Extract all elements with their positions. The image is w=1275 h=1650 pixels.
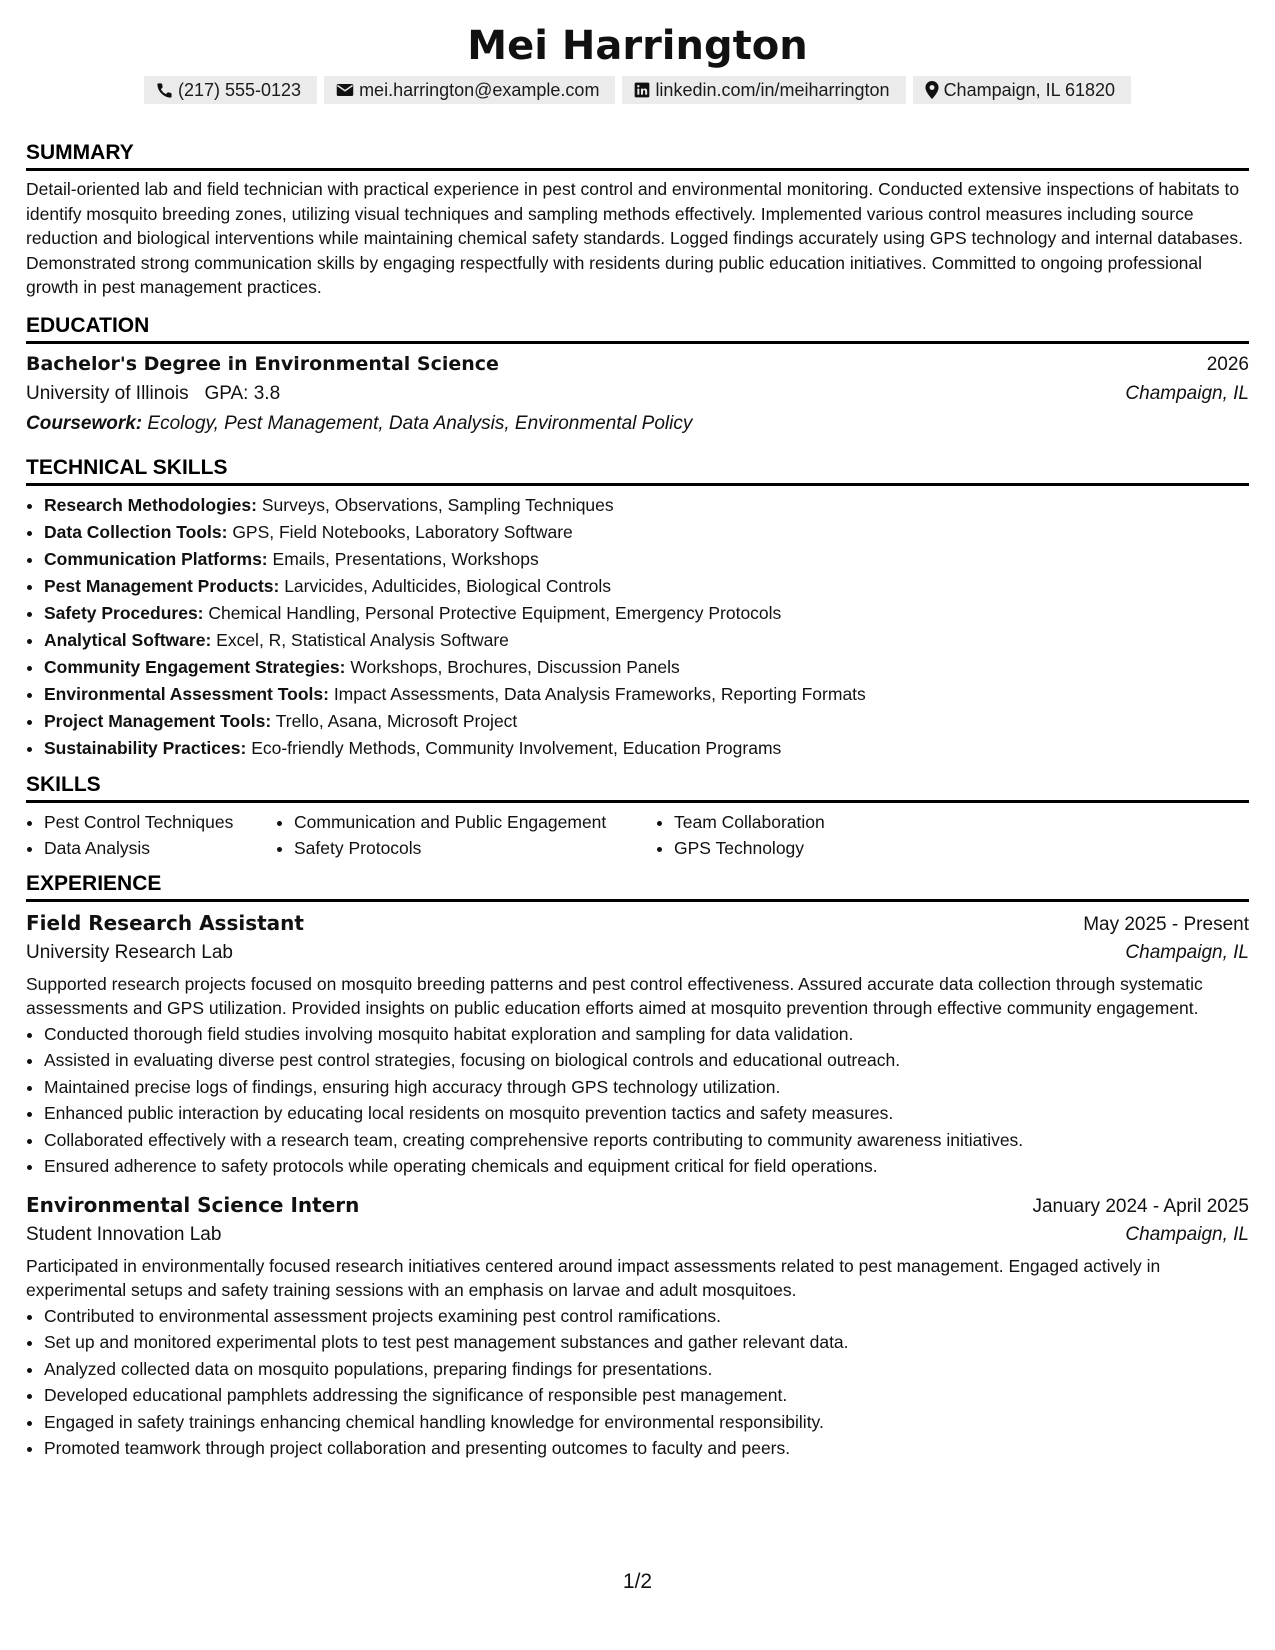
page-number: 1/2 [622,1570,653,1593]
list-item: • Analyzed collected data on mosquito populations, preparing findings for presentations. [44,1356,1249,1383]
list-item: • Collaborated effectively with a research team, creating comprehensive reports contributing to community awareness initiatives. [44,1127,1249,1154]
school-info [26,379,280,409]
list-item: • Environmental Assessment Tools: Impact Assessments, Data Analysis Frameworks, Reporting Formats [44,681,1249,708]
job-title: Environmental Science Intern [26,1192,360,1217]
list-item: • Project Management Tools: Trello, Asana, Microsoft Project [44,708,1249,735]
list-item: • Safety Procedures: Chemical Handling, Personal Protective Equipment, Emergency Protocols [44,600,1249,627]
list-item: • Enhanced public interaction by educating local residents on mosquito prevention tactics and safety measures. [44,1100,1249,1127]
list-item: • Assisted in evaluating diverse pest control strategies, focusing on biological controls and educational outreach. [44,1047,1249,1074]
list-item: • Team Collaboration [674,809,974,835]
section-heading: EXPERIENCE [26,871,1249,902]
section-heading: EDUCATION [26,313,1249,344]
coursework-label: Coursework: [26,412,143,434]
list-item: • Promoted teamwork through project collaboration and presenting outcomes to faculty and peers. [44,1435,1249,1462]
job-location: Champaign, IL [1125,941,1249,963]
contact-linkedin[interactable] [622,76,905,104]
list-item: • Community Engagement Strategies: Workshops, Brochures, Discussion Panels [44,654,1249,681]
list-item: • GPS Technology [674,835,974,861]
skills-column [26,809,276,861]
candidate-name: Mei Harrington [467,23,808,69]
skills-section [26,772,1249,861]
technical-skills-section [26,455,1249,762]
list-item: • Contributed to environmental assessment projects examining pest control ramifications. [44,1303,1249,1330]
education-row [26,350,1249,379]
map-pin-icon [925,81,939,99]
coursework-list: Ecology, Pest Management, Data Analysis, Environmental Policy [147,412,693,434]
job-org: Student Innovation Lab [26,1223,222,1245]
linkedin-icon [634,82,650,98]
skills-column [656,809,974,861]
contact-phone[interactable] [144,76,317,104]
summary-text: Detail-oriented lab and field technician with practical experience in pest control and environmental monitoring. Conducted extensive inspections of habitats to identify mosquito breeding zones, utilizing visual techniques and sampling methods effectively. Implemented various control measures including source reduction and biological interventions while maintaining chemical safety standards. Logged findings accurately using GPS technology and internal databases. Demonstrated strong communication skills by engaging respectfully with residents during public education initiatives. Committed to ongoing professional growth in pest management practices. [26,179,1243,297]
job-bullets [26,1021,1249,1180]
list-item: • Data Analysis [44,835,276,861]
school-row [26,379,1249,409]
job-bullets [26,1303,1249,1462]
job-org: University Research Lab [26,941,233,963]
list-item: • Conducted thorough field studies involving mosquito habitat exploration and sampling for data validation. [44,1021,1249,1048]
contact-email[interactable] [324,76,615,104]
job-org-row [26,1220,1249,1250]
email-text: mei.harrington@example.com [359,79,600,100]
section-heading: TECHNICAL SKILLS [26,455,1249,486]
job-title: Field Research Assistant [26,910,304,935]
graduation-year: 2026 [1206,353,1249,375]
school-location: Champaign, IL [1125,382,1249,404]
list-item: • Ensured adherence to safety protocols while operating chemicals and equipment critical for field operations. [44,1153,1249,1180]
list-item: • Pest Control Techniques [44,809,276,835]
degree: Bachelor's Degree in Environmental Science [26,352,499,375]
list-item: • Communication Platforms: Emails, Presentations, Workshops [44,546,1249,573]
job-dates: May 2025 - Present [1083,913,1249,935]
job-summary: Supported research projects focused on mosquito breeding patterns and pest control effectiveness. Assured accurate data collection through systematic assessments and GPS utilization. Provided insights on public education efforts aimed at mosquito prevention through effective community engagement. [26,973,1203,1018]
location-text: Champaign, IL 61820 [943,79,1116,100]
list-item: • Safety Protocols [294,835,656,861]
list-item: • Maintained precise logs of findings, ensuring high accuracy through GPS technology utilization. [44,1074,1249,1101]
list-item: • Analytical Software: Excel, R, Statistical Analysis Software [44,627,1249,654]
envelope-icon [336,82,354,98]
section-heading: SKILLS [26,772,1249,803]
summary-section [26,140,1249,300]
list-item: • Pest Management Products: Larvicides, Adulticides, Biological Controls [44,573,1249,600]
phone-text: (217) 555-0123 [177,79,302,100]
job-header [26,1190,1249,1220]
experience-section [26,871,1249,1462]
job-entry [26,1190,1249,1462]
list-item: • Engaged in safety trainings enhancing chemical handling knowledge for environmental responsibility. [44,1409,1249,1436]
coursework [26,409,1249,439]
contact-bar [26,76,1249,104]
section-heading: SUMMARY [26,140,1249,171]
skills-column [276,809,656,861]
list-item: • Data Collection Tools: GPS, Field Notebooks, Laboratory Software [44,519,1249,546]
gpa: GPA: 3.8 [204,382,281,404]
job-location: Champaign, IL [1125,1223,1249,1245]
list-item: • Set up and monitored experimental plots to test pest management substances and gather relevant data. [44,1329,1249,1356]
list-item: • Communication and Public Engagement [294,809,656,835]
job-org-row [26,938,1249,968]
job-header [26,908,1249,938]
education-section [26,313,1249,439]
list-item: • Research Methodologies: Surveys, Observations, Sampling Techniques [44,492,1249,519]
job-dates: January 2024 - April 2025 [1032,1195,1249,1217]
list-item: • Sustainability Practices: Eco-friendly Methods, Community Involvement, Education Programs [44,735,1249,762]
linkedin-text: linkedin.com/in/meiharrington [655,79,890,100]
skills-columns [26,809,1249,861]
school-name: University of Illinois [26,382,189,404]
list-item: • Developed educational pamphlets addressing the significance of responsible pest management. [44,1382,1249,1409]
job-entry [26,908,1249,1180]
technical-skills-list [26,492,1249,762]
resume-page [26,18,1249,1462]
contact-location [913,76,1131,104]
job-summary: Participated in environmentally focused research initiatives centered around impact assessments related to pest management. Engaged actively in experimental setups and safety training sessions with an emphasis on larvae and adult mosquitoes. [26,1255,1161,1300]
phone-icon [156,82,173,99]
